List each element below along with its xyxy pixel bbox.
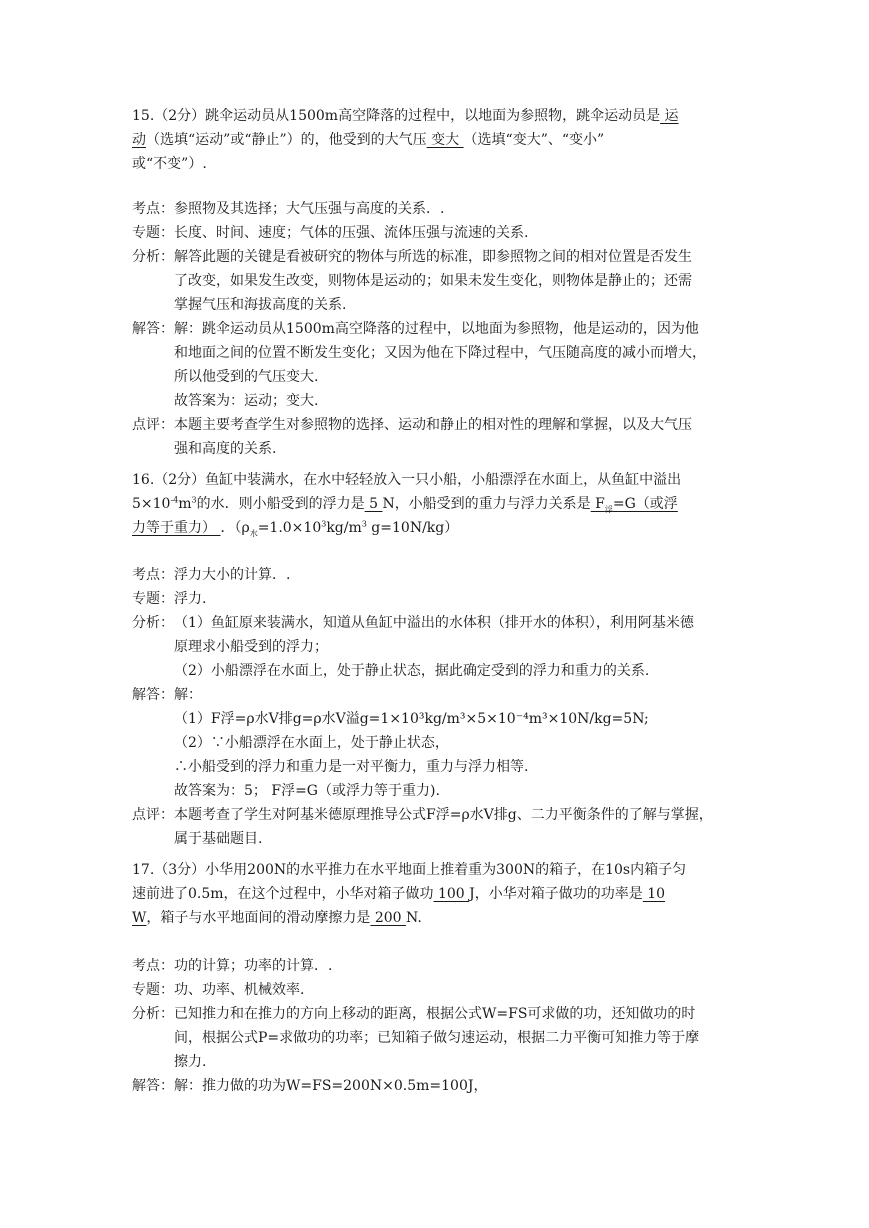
answer-blank: 动 bbox=[132, 132, 146, 148]
kaodian-label: 考点： bbox=[132, 567, 174, 583]
zhuanti-text: 功、功率、机械效率. bbox=[174, 982, 305, 998]
question-17-line-1: 17.（3分）小华用200N的水平推力在水平地面上推着重为300N的箱子，在10s内箱子匀 bbox=[132, 862, 687, 878]
zhuanti-label: 专题： bbox=[132, 591, 174, 607]
dianping-text: 本题考查了学生对阿基米德原理推导公式F浮=ρ水V排g、二力平衡条件的了解与掌握， 属于基础题目. bbox=[174, 807, 713, 847]
jieda-label: 解答： bbox=[132, 321, 174, 337]
dianping-text: 本题主要考查学生对参照物的选择、运动和静止的相对性的理解和掌握，以及大气压 强和高度的关系. bbox=[174, 417, 692, 457]
answer-blank: $F_浮=G$（或浮 bbox=[590, 496, 678, 514]
jieda-label: 解答： bbox=[132, 687, 174, 703]
zhuanti-text: 长度、时间、速度；气体的压强、流体压强与流速的关系. bbox=[174, 225, 529, 241]
q17-solution bbox=[132, 954, 742, 1098]
fenxi-label: 分析： bbox=[132, 615, 174, 631]
question-17-line-2: 速前进了0.5m，在这个过程中，小华对箱子做功 100 J，小华对箱子做功的功率是 10 bbox=[132, 886, 666, 902]
jieda-text: 解：跳伞运动员从1500m高空降落的过程中，以地面为参照物，他是运动的，因为他 和地面之间的位置不断发生变化；又因为他在下降过程中，气压随高度的减小而增大， 所以他受到的气压变大. 故答案为：运动；变大. bbox=[174, 321, 706, 409]
question-17-line-3: W，箱子与水平地面间的滑动摩擦力是 200 N. bbox=[132, 910, 422, 926]
answer-blank: W bbox=[132, 910, 147, 926]
fenxi-text: 已知推力和在推力的方向上移动的距离，根据公式W=FS可求做的功，还知做功的时 间，根据公式P=求做功的功率；已知箱子做匀速运动，根据二力平衡可知推力等于摩 擦力. bbox=[174, 1006, 700, 1070]
question-17 bbox=[132, 858, 742, 930]
kaodian-text: 参照物及其选择；大气压强与高度的关系．. bbox=[174, 201, 445, 217]
question-16-line-3: 力等于重力） ．（$\rho_水=1.0\times 10^3kg/m^3$ g=10N/kg） bbox=[132, 519, 459, 538]
kaodian-text: 功的计算；功率的计算．. bbox=[174, 958, 333, 974]
jieda-answer: 故答案为：5； F浮=G（或浮力等于重力). bbox=[174, 783, 440, 799]
answer-blank: 5 bbox=[364, 496, 383, 512]
zhuanti-text: 浮力. bbox=[174, 591, 207, 607]
jieda-step-2: （2）∵小船漂浮在水面上，处于静止状态， bbox=[174, 735, 449, 751]
kaodian-label: 考点： bbox=[132, 958, 174, 974]
answer-blank: 力等于重力） bbox=[132, 520, 221, 536]
q16-solution bbox=[132, 563, 742, 851]
jieda-step-1: （1）F浮=ρ水V排g=ρ水V溢g=1×10³kg/m³×5×10⁻⁴m³×10N/kg=5N; bbox=[174, 711, 649, 727]
answer-blank: 变大 bbox=[426, 132, 464, 148]
question-16-line-1: 16.（2分）鱼缸中装满水，在水中轻轻放入一只小船，小船漂浮在水面上，从鱼缸中溢出 bbox=[132, 472, 682, 488]
zhuanti-label: 专题： bbox=[132, 225, 174, 241]
fenxi-label: 分析： bbox=[132, 1006, 174, 1022]
jieda-text: 解：推力做的功为W=FS=200N×0.5m=100J， bbox=[174, 1078, 488, 1094]
question-15 bbox=[132, 104, 742, 176]
jieda-label: 解答： bbox=[132, 1078, 174, 1094]
question-15-line-2: 动（选填“运动”或“静止”）的，他受到的大气压 变大 （选填“变大”、“变小” bbox=[132, 132, 605, 148]
kaodian-text: 浮力大小的计算．. bbox=[174, 567, 291, 583]
answer-blank: 200 bbox=[370, 910, 407, 926]
jieda-step-3: ∴小船受到的浮力和重力是一对平衡力，重力与浮力相等. bbox=[174, 759, 529, 775]
q15-solution bbox=[132, 197, 742, 461]
fenxi-text: （1）鱼缸原来装满水，知道从鱼缸中溢出的水体积（排开水的体积），利用阿基米德 原理求小船受到的浮力； bbox=[174, 615, 694, 655]
question-15-line-3: 或“不变”）. bbox=[132, 156, 207, 172]
fenxi-text-2: （2）小船漂浮在水面上，处于静止状态，据此确定受到的浮力和重力的关系. bbox=[174, 663, 650, 679]
fenxi-text: 解答此题的关键是看被研究的物体与所选的标准，即参照物之间的相对位置是否发生 了改变，如果发生改变，则物体是运动的；如果未发生变化，则物体是静止的；还需 掌握气压和海拔高度的关系. bbox=[174, 249, 692, 313]
question-16 bbox=[132, 468, 742, 540]
zhuanti-label: 专题： bbox=[132, 982, 174, 998]
answer-blank: 10 bbox=[642, 886, 666, 902]
answer-blank: 运 bbox=[660, 108, 679, 124]
question-16-line-2: $5\times 10^{-4}m^3$的水．则小船受到的浮力是 5 N，小船受到的重力与浮力关系是 $F_浮=G$（或浮 bbox=[132, 495, 678, 514]
fenxi-label: 分析： bbox=[132, 249, 174, 265]
answer-blank: 100 bbox=[433, 886, 470, 902]
jieda-text: 解： bbox=[174, 687, 202, 703]
dianping-label: 点评： bbox=[132, 417, 174, 433]
kaodian-label: 考点： bbox=[132, 201, 174, 217]
question-15-line-1: 15.（2分）跳伞运动员从1500m高空降落的过程中，以地面为参照物，跳伞运动员是 运 bbox=[132, 108, 679, 124]
dianping-label: 点评： bbox=[132, 807, 174, 823]
